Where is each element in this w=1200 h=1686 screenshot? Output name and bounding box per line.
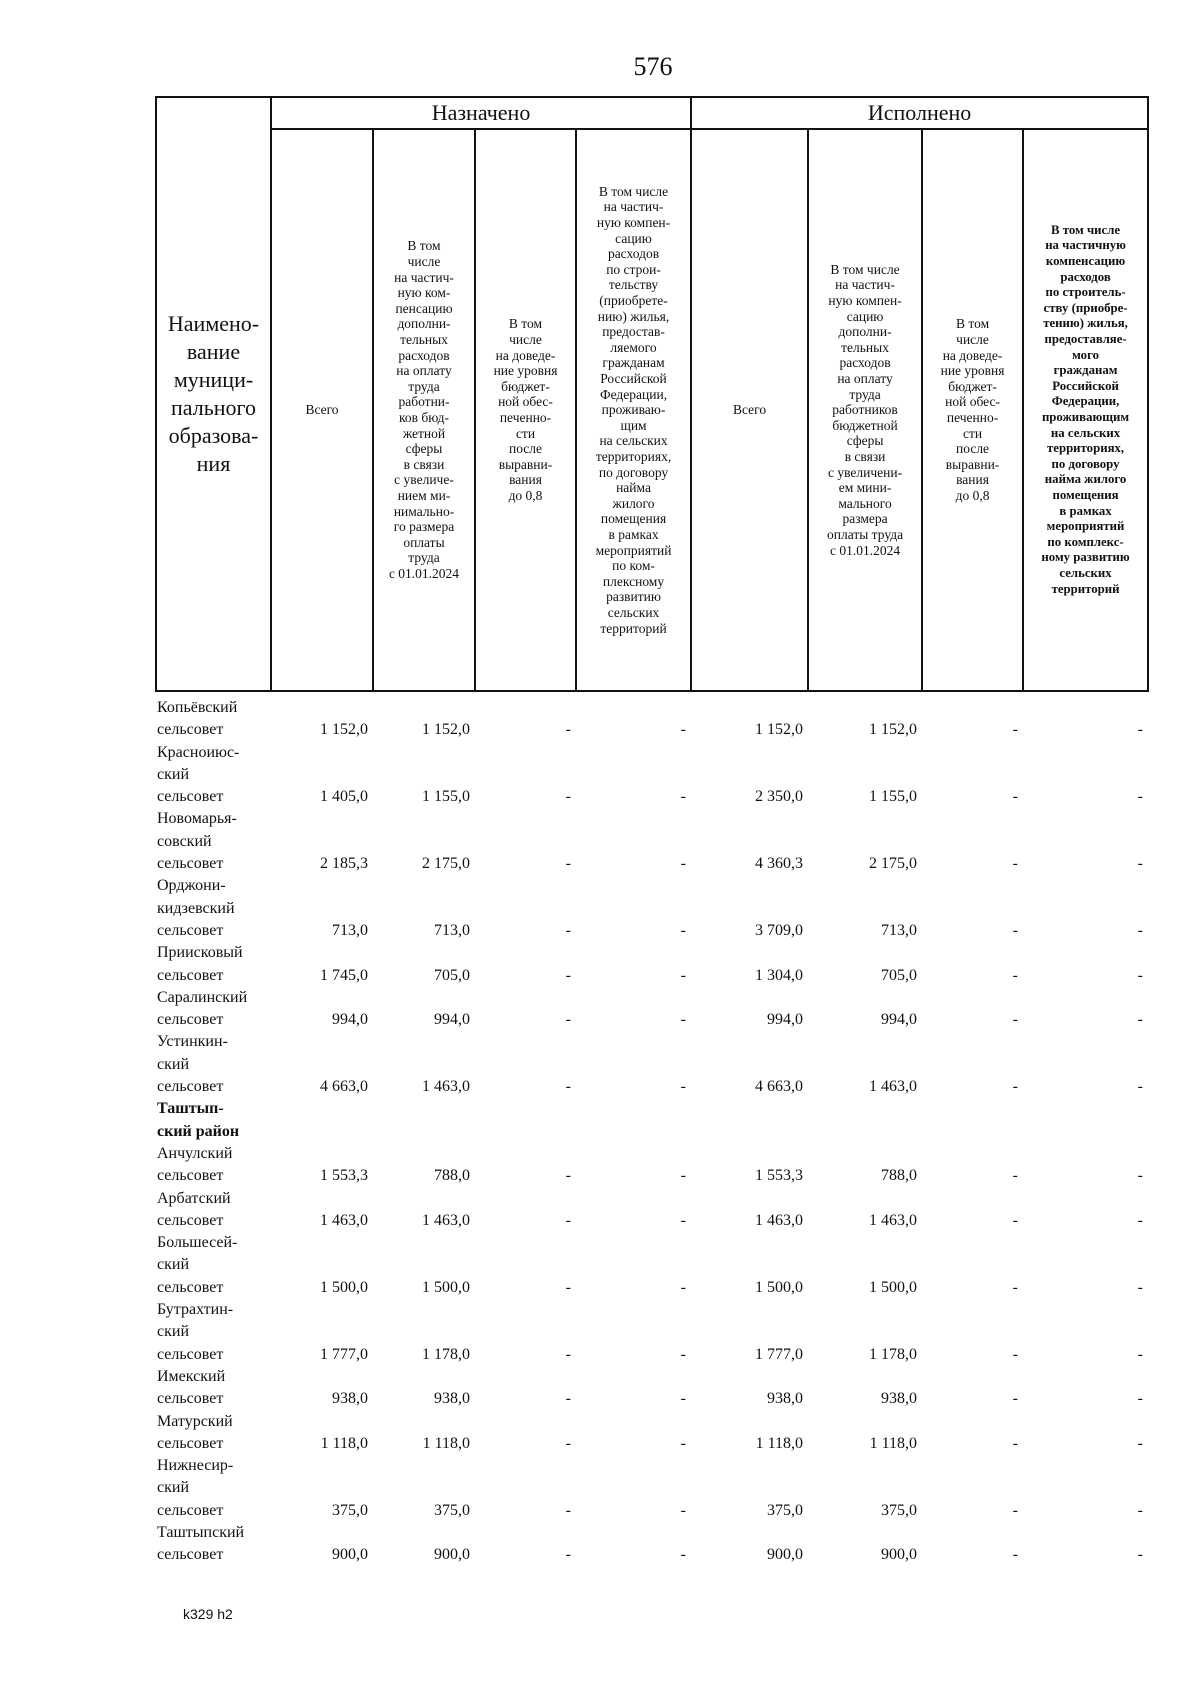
table-cell: 1 777,0 [320,1345,368,1363]
table-cell: - [680,855,686,873]
table-cell: - [680,1011,686,1029]
municipality-name: Орджони- кидзевский сельсовет [157,877,235,939]
table-cell: - [680,1546,686,1564]
table-cell: 938,0 [767,1390,803,1408]
table-cell: - [565,855,571,873]
table-cell: - [680,1434,686,1452]
table-cell: 375,0 [332,1501,368,1519]
table-cell: 1 463,0 [422,1211,470,1229]
executed-housing-header: В том числе на частичную компенсацию расходов по строитель- ству (приобре- тению) жилья, предоставляе- мого гражданам Российской Федерации, проживающим на сельских территориях, по договору найма жилого помещения в рамках мероприятий по комплекс- ному развитию сельских территорий [1023,129,1148,691]
table-cell: - [1012,1278,1018,1296]
table-cell [690,1098,807,1143]
table-cell: 938,0 [434,1390,470,1408]
table-cell: 1 405,0 [320,788,368,806]
table-cell: - [565,1345,571,1363]
table-cell [474,1098,575,1143]
assigned-min-wage-header: В том числе на частич- ную ком- пенсацию дополни- тельных расходов на оплату труда работни- ков бюд- жетной сферы в связи с увеличе- нием ми- нимально- го размера оплаты труда с 01.01.2024 [373,129,475,691]
table-row [155,1031,1147,1098]
table-cell: 1 463,0 [320,1211,368,1229]
municipality-name: Матурский сельсовет [157,1412,233,1452]
table-cell: - [565,721,571,739]
table-row [155,875,1147,942]
table-cell: - [1137,1167,1143,1185]
table-cell: - [680,788,686,806]
table-cell: - [565,1278,571,1296]
table-cell: 1 500,0 [869,1278,917,1296]
table-cell: 1 155,0 [422,788,470,806]
table-cell: - [565,1501,571,1519]
table-cell: - [565,1211,571,1229]
table-cell: - [1137,1211,1143,1229]
table-cell: - [1012,1345,1018,1363]
table-cell: 994,0 [881,1011,917,1029]
table-cell: - [565,788,571,806]
assigned-equalization-header: В том числе на доведе- ние уровня бюджет- ной обес- печенно- сти после выравни- вания до 0,8 [475,129,576,691]
table-cell: 4 360,3 [755,855,803,873]
table-cell: 900,0 [881,1546,917,1564]
table-cell: - [680,921,686,939]
table-cell: - [1012,1167,1018,1185]
table-cell: - [1012,921,1018,939]
table-cell: 1 463,0 [755,1211,803,1229]
table-cell: 375,0 [434,1501,470,1519]
table-row [155,808,1147,875]
table-cell: - [680,1167,686,1185]
table-cell: 1 152,0 [755,721,803,739]
table-row [155,1143,1147,1188]
footer-code: k329 h2 [183,1606,233,1622]
table-cell: - [1012,1011,1018,1029]
table-cell: 900,0 [434,1546,470,1564]
table-cell: - [565,1434,571,1452]
table-cell: - [565,921,571,939]
table-cell: 994,0 [767,1011,803,1029]
table-row [155,1299,1147,1366]
municipality-name-header: Наимено- вание муници- пального образова- ния [156,97,271,691]
table-cell [1022,1098,1147,1143]
table-cell: 1 553,3 [320,1167,368,1185]
table-cell: - [1137,1390,1143,1408]
table-row [155,1098,1147,1143]
executed-group-header: Исполнено [691,97,1148,129]
table-cell: 1 155,0 [869,788,917,806]
municipality-name: Красноиюс- ский сельсовет [157,743,240,806]
table-row [155,742,1147,809]
municipality-name: Новомарья- совский сельсовет [157,810,237,873]
municipality-name: Устинкин- ский сельсовет [157,1033,228,1096]
table-cell: 1 118,0 [422,1434,470,1452]
table-cell: - [680,1278,686,1296]
table-cell: 4 663,0 [320,1078,368,1096]
assigned-housing-header: В том числе на частич- ную компен- сацию расходов по строи- тельству (приобрете- нию) жилья, предостав- ляемого гражданам Российской Федерации, проживаю- щим на сельских территориях, по договору найма жилого помещения в рамках мероприятий по ком- плексному развитию сельских территорий [576,129,691,691]
table-cell: 1 304,0 [755,966,803,984]
table-cell: - [1137,1345,1143,1363]
table-cell: - [1137,1011,1143,1029]
table-cell: 1 553,3 [755,1167,803,1185]
table-cell: - [1137,1278,1143,1296]
table-cell: - [1137,921,1143,939]
table-cell: - [1137,1434,1143,1452]
table-cell: 375,0 [767,1501,803,1519]
table-cell [372,1098,474,1143]
table-cell: 1 745,0 [320,966,368,984]
table-cell: 4 663,0 [755,1078,803,1096]
table-cell: 1 152,0 [869,721,917,739]
table-cell: 938,0 [332,1390,368,1408]
table-header [155,96,1149,692]
assigned-group-header: Назначено [271,97,691,129]
municipality-name: Имекский сельсовет [157,1367,226,1408]
table-cell: - [1137,788,1143,806]
table-cell: 375,0 [881,1501,917,1519]
table-cell: - [680,1345,686,1363]
table-cell [807,1098,921,1143]
table-cell: 1 463,0 [869,1211,917,1229]
table-cell: 713,0 [434,921,470,939]
table-row [155,1411,1147,1456]
table-row [155,942,1147,987]
table-row [155,1232,1147,1299]
table-cell: - [565,1390,571,1408]
table-row [155,1188,1147,1233]
table-cell: - [1012,788,1018,806]
table-cell: 2 175,0 [422,855,470,873]
table-cell: - [1137,721,1143,739]
table-cell: 2 175,0 [869,855,917,873]
executed-min-wage-header: В том числе на частич- ную компен- сацию дополни- тельных расходов на оплату труда работников бюджетной сферы в связи с увеличени- ем мини- мального размера оплаты труда с 01.01.2024 [808,129,922,691]
data-table [155,697,1147,1567]
page-number: 576 [633,52,673,81]
table-cell: 3 709,0 [755,921,803,939]
table-cell: - [680,966,686,984]
assigned-total-header: Всего [271,129,373,691]
table-cell: 1 178,0 [869,1345,917,1363]
table-cell: - [565,1546,571,1564]
table-cell: 1 118,0 [755,1434,803,1452]
table-cell: 900,0 [767,1546,803,1564]
municipality-name: Анчулский сельсовет [157,1144,233,1185]
municipality-name: Копьёвский сельсовет [157,699,238,739]
municipality-name: Большесей- ский сельсовет [157,1234,238,1296]
table-cell: - [1137,966,1143,984]
table-cell: - [1012,855,1018,873]
table-cell: - [1012,1211,1018,1229]
municipality-name: Бутрахтин- ский сельсовет [157,1301,234,1363]
table-cell: - [680,721,686,739]
table-cell: 994,0 [434,1011,470,1029]
table-row [155,697,1147,742]
table-cell: - [1137,1546,1143,1564]
municipality-name: Нижнесир- ский сельсовет [157,1457,234,1519]
table-cell: - [565,966,571,984]
municipality-name: Таштып- ский район [157,1100,240,1140]
table-cell: 900,0 [332,1546,368,1564]
table-cell: 2 185,3 [320,855,368,873]
municipality-name: Приисковый сельсовет [157,944,243,984]
table-cell: - [1137,1501,1143,1519]
table-cell: 705,0 [881,966,917,984]
table-cell: - [1012,1390,1018,1408]
table-cell: - [565,1011,571,1029]
table-row [155,987,1147,1032]
table-cell: - [565,1078,571,1096]
table-cell: 1 777,0 [755,1345,803,1363]
table-row [155,1455,1147,1522]
table-cell: 1 118,0 [320,1434,368,1452]
table-cell [270,1098,372,1143]
table-cell: - [565,1167,571,1185]
table-cell: - [1137,1078,1143,1096]
table-cell: - [680,1501,686,1519]
table-cell: 713,0 [881,921,917,939]
table-cell: 1 178,0 [422,1345,470,1363]
table-cell: 2 350,0 [755,788,803,806]
municipality-name: Арбатский сельсовет [157,1189,231,1229]
table-cell: - [1012,1078,1018,1096]
table-cell: 1 152,0 [422,721,470,739]
table-cell: - [1012,1501,1018,1519]
executed-equalization-header: В том числе на доведе- ние уровня бюджет- ной обес- печенно- сти после выравни- вания до 0,8 [922,129,1023,691]
table-row [155,1522,1147,1567]
table-cell: 1 463,0 [869,1078,917,1096]
table-row [155,1366,1147,1411]
table-cell: - [1137,855,1143,873]
executed-total-header: Всего [691,129,808,691]
table-cell: 1 152,0 [320,721,368,739]
table-cell: 1 500,0 [320,1278,368,1296]
table-cell: 705,0 [434,966,470,984]
table-cell: - [1012,1546,1018,1564]
table-cell: - [1012,721,1018,739]
table-cell: 938,0 [881,1390,917,1408]
table-cell: - [680,1211,686,1229]
table-cell: - [1012,966,1018,984]
table-cell: 1 463,0 [422,1078,470,1096]
table-cell: 1 500,0 [755,1278,803,1296]
table-cell: 713,0 [332,921,368,939]
table-cell [921,1098,1022,1143]
table-cell: - [680,1078,686,1096]
table-cell [575,1098,690,1143]
table-cell: 788,0 [434,1167,470,1185]
table-cell: - [680,1390,686,1408]
table-cell: 1 118,0 [869,1434,917,1452]
table-cell: 788,0 [881,1167,917,1185]
table-cell: 1 500,0 [422,1278,470,1296]
table-cell: 994,0 [332,1011,368,1029]
municipality-name: Саралинский сельсовет [157,988,248,1029]
municipality-name: Таштыпский сельсовет [157,1523,245,1564]
table-cell: - [1012,1434,1018,1452]
